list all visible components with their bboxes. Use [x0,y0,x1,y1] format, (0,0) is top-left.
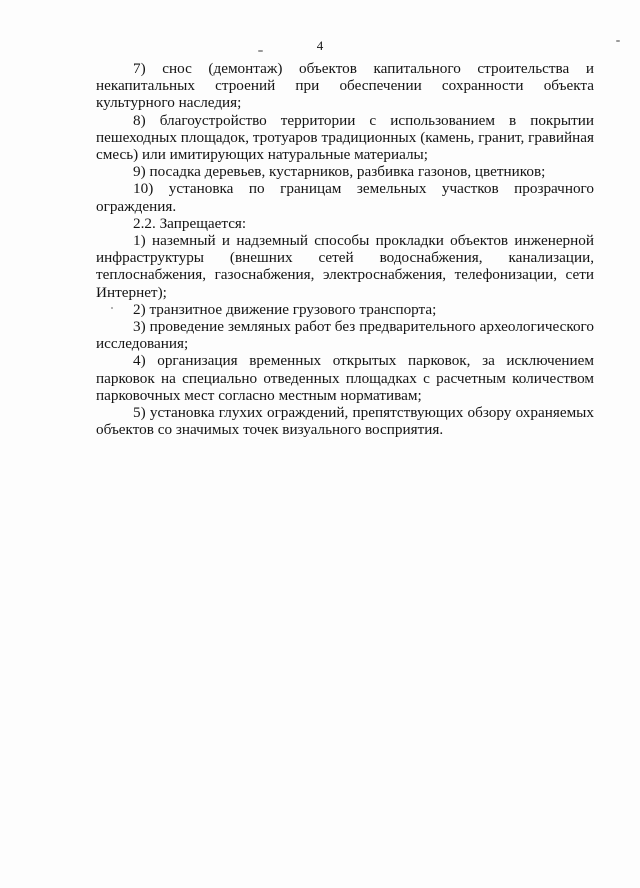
paragraph-item-7-demolition: 7) снос (демонтаж) объектов капитального строительства и некапитальных строений при обеспечении сохранности объекта культурного наследия; [96,60,594,112]
paragraph-prohibited-3-earthworks: 3) проведение земляных работ без предварительного археологического исследования; [96,318,594,353]
paragraph-prohibited-4-parking: 4) организация временных открытых парковок, за исключением парковок на специально отведенных площадках с расчетным количеством парковочных мест согласно местным нормативам; [96,352,594,404]
paragraph-prohibited-2-transit: 2) транзитное движение грузового транспорта; [133,300,437,318]
paragraph-item-8-landscaping: 8) благоустройство территории с использованием в покрытии пешеходных площадок, тротуаров традиционных (камень, гранит, гравийная смесь) или имитирующих натуральные материалы; [96,111,594,164]
page-number: 4 [316,38,324,53]
paragraph-item-9-planting: 9) посадка деревьев, кустарников, разбивка газонов, цветников; [133,163,546,181]
paragraph-prohibited-1-utilities: 1) наземный и надземный способы прокладки объектов инженерной инфраструктуры (внешних сетей водоснабжения, канализации, теплоснабжения, газоснабжения, электроснабжения, телефонизации, сети Интернет); [96,232,594,301]
section-heading-2-2-prohibited: 2.2. Запрещается: [133,214,247,232]
document-body [96,60,594,438]
paragraph-prohibited-5-solid-fences: 5) установка глухих ограждений, препятствующих обзору охраняемых объектов со значимых точек визуального восприятия. [96,404,594,439]
paragraph-item-10-fencing: 10) установка по границам земельных участков прозрачного ограждения. [96,180,594,215]
